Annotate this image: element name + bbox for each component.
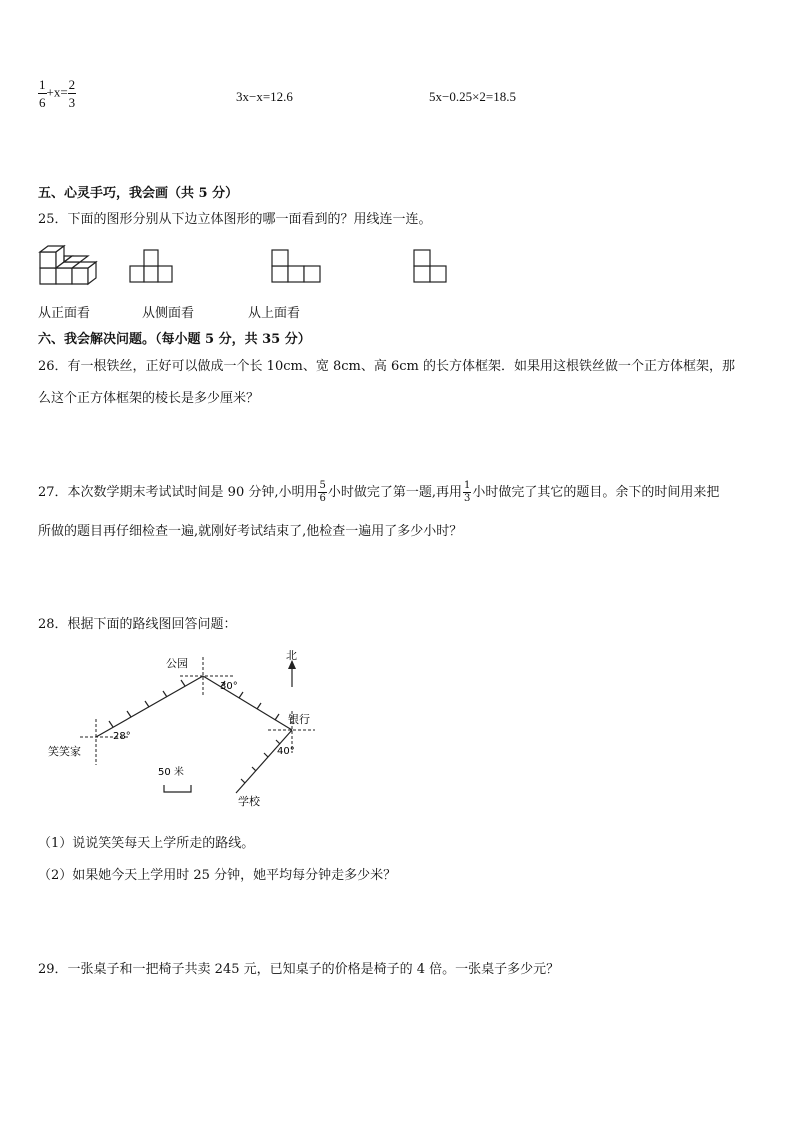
question-25: 25．下面的图形分别从下边立体图形的哪一面看到的？用线连一连。 (38, 212, 432, 227)
fraction-five-sixths (318, 481, 326, 504)
view-figures (38, 240, 458, 288)
north-label: 北 (286, 649, 297, 662)
fraction-one-third (463, 481, 471, 504)
school-label: 学校 (238, 795, 260, 808)
angle-bank: 40° (277, 746, 295, 757)
fraction-numerator: 2 (68, 77, 76, 92)
question-29: 29．一张桌子和一把椅子共卖 245 元，已知桌子的价格是椅子的 4 倍。一张桌子多少元？ (38, 962, 560, 977)
question-26-line-1: 26．有一根铁丝，正好可以做成一个长 10cm、宽 8cm、高 6cm 的长方体框架．如果用这根铁丝做一个正方体框架，那 (38, 359, 735, 374)
fraction-two-thirds (68, 78, 77, 109)
route-bank-school (236, 730, 292, 793)
q27-text-part-2: 小时做完了第一题,再用 (327, 485, 462, 500)
equation-1 (38, 78, 76, 109)
fraction-one-sixth (38, 78, 47, 109)
fraction-numerator: 5 (319, 480, 326, 491)
solid-figure (40, 246, 96, 284)
view-shape-3 (414, 250, 446, 282)
fraction-denominator: 3 (464, 493, 471, 504)
equation-operator: +x= (46, 84, 68, 100)
question-27-line-2: 所做的题目再仔细检查一遍,就刚好考试结束了,他检查一遍用了多少小时？ (38, 524, 463, 539)
view-label-side: 从侧面看 (142, 306, 195, 321)
equation-2: 3x−x=12.6 (236, 89, 293, 104)
ticks-bank-school (241, 740, 280, 783)
scale-bar (164, 785, 191, 792)
fraction-numerator: 1 (464, 480, 471, 491)
fraction-denominator: 3 (68, 95, 76, 110)
bank-label: 银行 (288, 713, 310, 726)
angle-park: 30° (220, 681, 238, 692)
q27-text-part-1: 27．本次数学期末考试试时间是 90 分钟,小明用 (38, 485, 318, 500)
equation-3: 5x−0.25×2=18.5 (429, 89, 516, 104)
section-5-heading: 五、心灵手巧，我会画（共 5 分） (38, 186, 239, 201)
question-26-line-2: 么这个正方体框架的棱长是多少厘米？ (38, 391, 260, 406)
north-arrow-icon (288, 660, 296, 687)
view-label-front: 从正面看 (38, 306, 91, 321)
fraction-numerator: 1 (39, 77, 46, 92)
fraction-denominator: 6 (319, 493, 326, 504)
angle-home: 28° (113, 731, 131, 742)
home-label: 笑笑家 (48, 745, 81, 758)
scale-label: 50 米 (158, 767, 184, 778)
route-park-bank (203, 676, 292, 730)
fraction-denominator: 6 (39, 95, 46, 110)
view-label-top: 从上面看 (248, 306, 301, 321)
section-6-heading: 六、我会解决问题。（每小题 5 分，共 35 分） (38, 332, 311, 347)
question-28-part-2: （2）如果她今天上学用时 25 分钟，她平均每分钟走多少米？ (38, 868, 397, 883)
park-label: 公园 (166, 657, 188, 670)
view-shape-1 (130, 250, 172, 282)
question-27-line-1 (38, 481, 719, 505)
question-28: 28．根据下面的路线图回答问题： (38, 617, 237, 632)
view-shape-2 (272, 250, 320, 282)
ticks-home-park (109, 680, 185, 727)
question-28-part-1: （1）说说笑笑每天上学所走的路线。 (38, 836, 255, 851)
route-map (40, 645, 340, 815)
route-home-park (96, 676, 203, 737)
q27-text-part-3: 小时做完了其它的题目。余下的时间用来把 (472, 485, 720, 500)
